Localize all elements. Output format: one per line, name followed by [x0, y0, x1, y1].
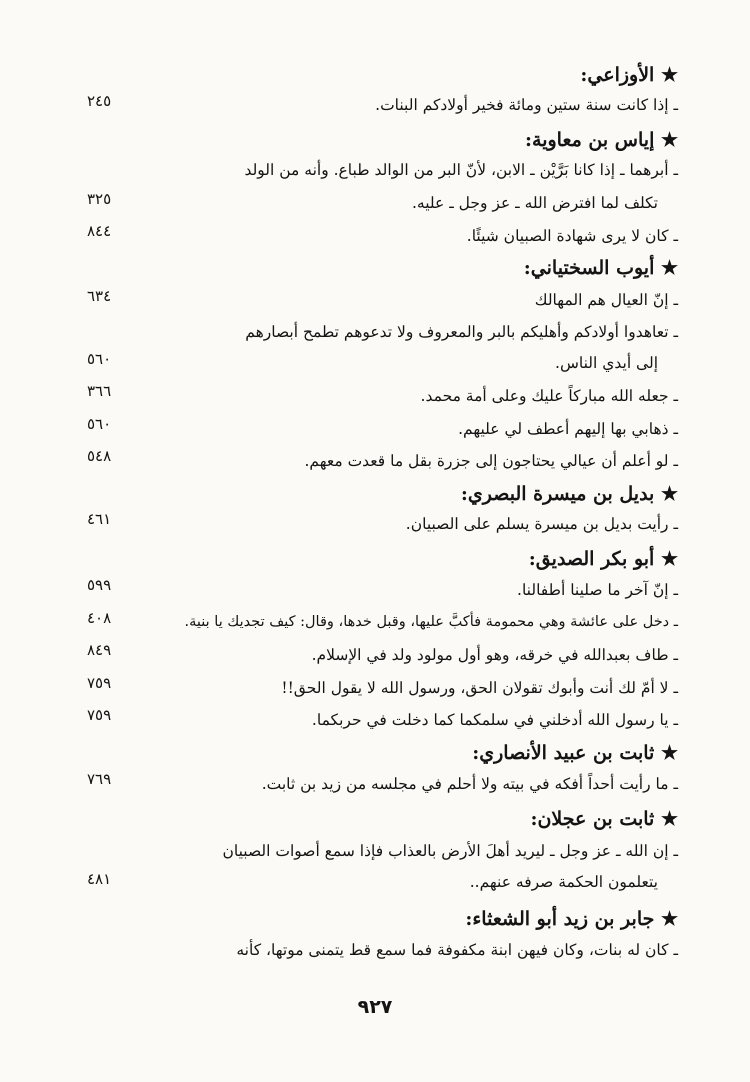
- entry-header: ★ أيوب السختياني:: [523, 257, 678, 279]
- entry-header: ★ ثابت بن عبيد الأنصاري:: [472, 742, 678, 764]
- quote-continuation: إلى أيدي الناس.: [555, 354, 658, 372]
- quote-continuation: يتعلمون الحكمة صرفه عنهم..: [469, 873, 658, 891]
- quote-line: ـ إنّ العيال هم المهالك: [534, 291, 678, 309]
- entry-header: ★ جابر بن زيد أبو الشعثاء:: [465, 908, 678, 930]
- page-reference: ٦٣٤: [87, 287, 112, 305]
- quote-line: ـ تعاهدوا أولادكم وأهليكم بالبر والمعروف ولا تدعوهم تطمح أبصارهم: [245, 323, 678, 341]
- page-reference: ٥٦٠: [87, 415, 112, 433]
- entry-header: ★ بديل بن ميسرة البصري:: [460, 483, 678, 505]
- quote-line: ـ رأيت بديل بن ميسرة يسلم على الصبيان.: [405, 515, 678, 533]
- quote-line: ـ كان له بنات، وكان فيهن ابنة مكفوفة فما سمع قط يتمنى موتها، كأنه: [236, 941, 678, 959]
- page-reference: ٣٢٥: [87, 190, 112, 208]
- quote-line: ـ لا أمّ لك أنت وأبوك تقولان الحق، ورسول الله لا يقول الحق!!: [281, 679, 678, 697]
- quote-line: ـ إذا كانت سنة ستين ومائة فخير أولادكم البنات.: [375, 96, 678, 114]
- page-reference: ٤٦١: [87, 510, 112, 528]
- page-reference: ٤٠٨: [87, 609, 112, 627]
- page-reference: ٧٥٩: [87, 706, 112, 724]
- quote-line: ـ أبرهما ـ إذا كانا بَرَّيْن ـ الابن، لأنّ البر من الوالد طباع. وأنه من الولد: [244, 161, 678, 179]
- entry-header: ★ إياس بن معاوية:: [525, 129, 678, 151]
- page-reference: ٥٩٩: [87, 576, 112, 594]
- quote-continuation: تكلف لما افترض الله ـ عز وجل ـ عليه.: [411, 194, 658, 212]
- quote-line: ـ دخل على عائشة وهي محمومة فأكبَّ عليها، وقبل خدها، وقال: كيف تجديك يا بنية.: [184, 614, 678, 630]
- page-reference: ٣٦٦: [87, 382, 112, 400]
- quote-line: ـ جعله الله مباركاً عليك وعلى أمة محمد.: [420, 387, 678, 405]
- entry-header: ★ ثابت بن عجلان:: [530, 808, 678, 830]
- quote-line: ـ ذهابي بها إليهم أعطف لي عليهم.: [458, 420, 678, 438]
- page-reference: ٨٤٤: [87, 222, 112, 240]
- quote-line: ـ يا رسول الله أدخلني في سلمكما كما دخلت في حربكما.: [311, 711, 678, 729]
- page-reference: ٧٥٩: [87, 674, 112, 692]
- entry-header: ★ أبو بكر الصديق:: [528, 548, 678, 570]
- page-reference: ٨٤٩: [87, 641, 112, 659]
- page-reference: ٤٨١: [87, 870, 112, 888]
- page-reference: ٧٦٩: [87, 770, 112, 788]
- page-reference: ٥٤٨: [87, 447, 112, 465]
- quote-line: ـ إن الله ـ عز وجل ـ ليريد أهلَ الأرض بالعذاب فإذا سمع أصوات الصبيان: [222, 842, 678, 860]
- quote-line: ـ لو أعلم أن عيالي يحتاجون إلى جزرة بقل ما قعدت معهم.: [304, 452, 678, 470]
- entry-header: ★ الأوزاعي:: [580, 64, 678, 86]
- page-number: ٩٢٧: [357, 996, 393, 1018]
- page-reference: ٢٤٥: [87, 92, 112, 110]
- quote-line: ـ طاف بعبدالله في خرقه، وهو أول مولود ولد في الإسلام.: [311, 646, 678, 664]
- page-reference: ٥٦٠: [87, 350, 112, 368]
- quote-line: ـ إنّ آخر ما صلينا أطفالنا.: [517, 581, 678, 599]
- quote-line: ـ كان لا يرى شهادة الصبيان شيئًا.: [466, 227, 678, 245]
- quote-line: ـ ما رأيت أحداً أفكه في بيته ولا أحلم في مجلسه من زيد بن ثابت.: [261, 775, 678, 793]
